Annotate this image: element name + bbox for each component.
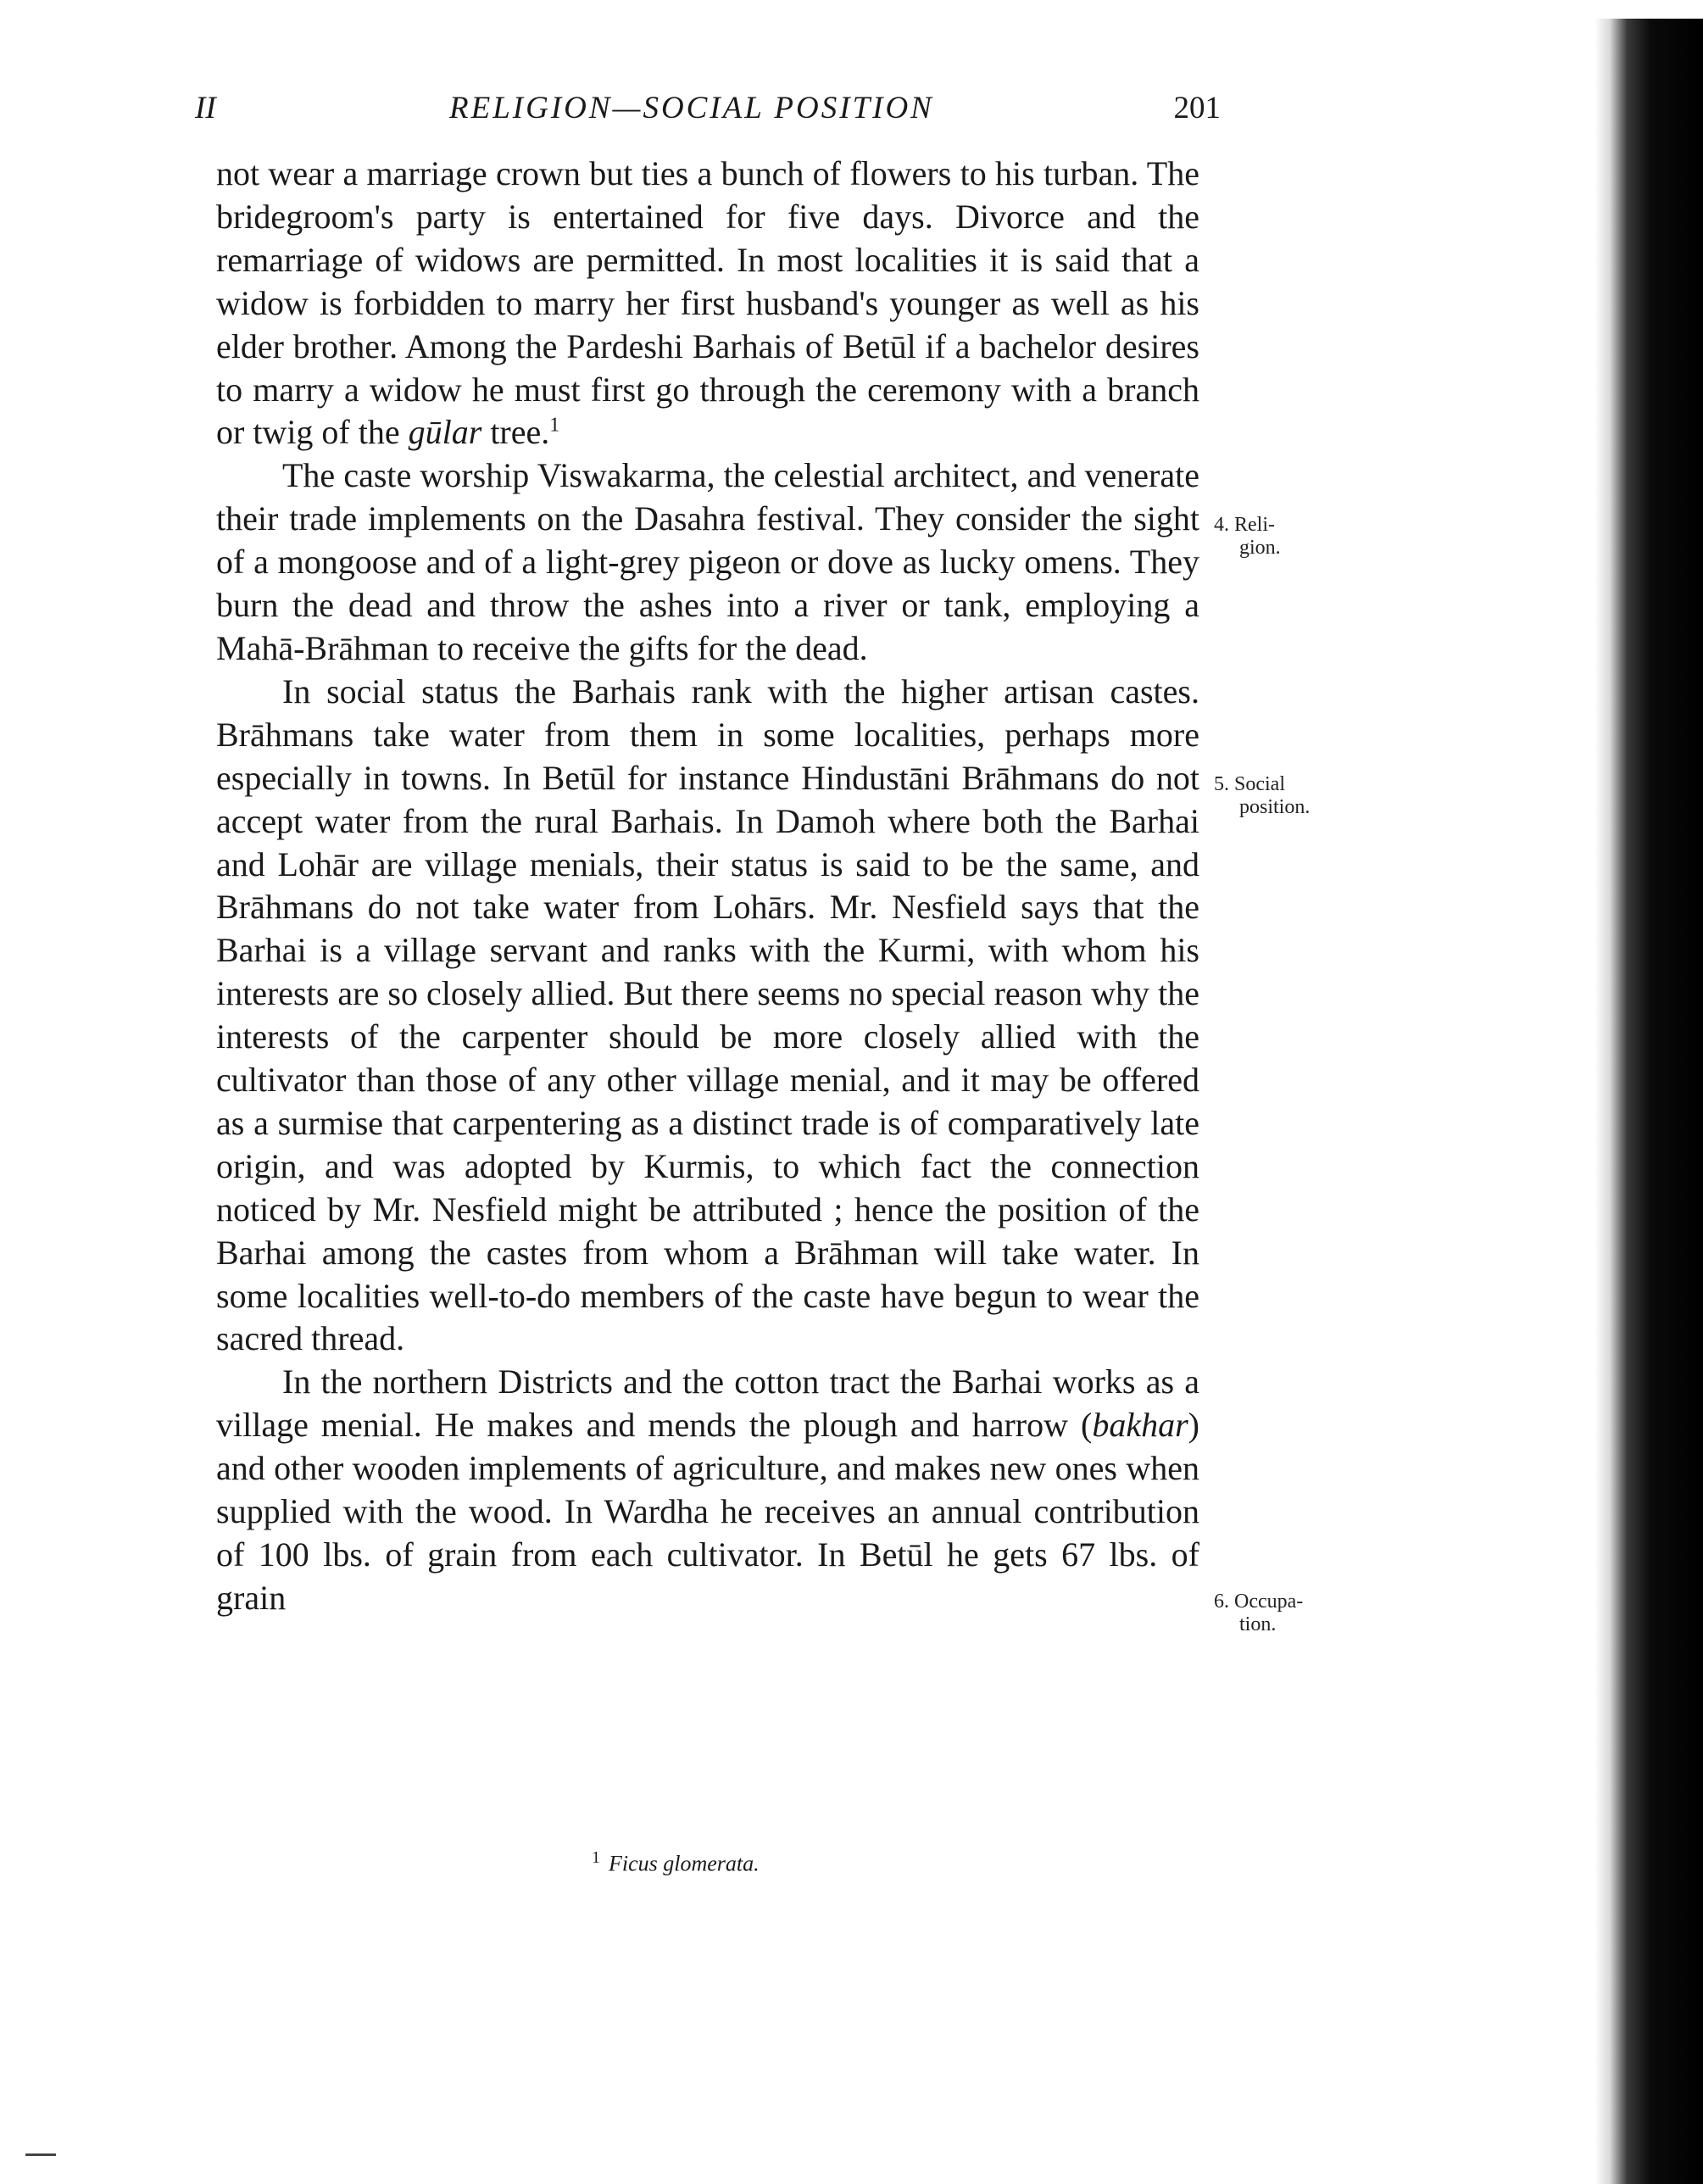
margin-note-religion: [1214, 514, 1358, 560]
running-header: [195, 83, 1221, 134]
scan-corner-mark: [25, 2153, 56, 2156]
margin-note-occupation: [1214, 1591, 1358, 1636]
footnote-mark: 1: [592, 1848, 600, 1867]
paragraph-religion: The caste worship Viswakarma, the celestial architect, and venerate their trade implements on the Dasahra festival. They consider the sight of a mongoose and of a light-grey pigeon or dove as lucky omens. They burn the dead and throw the ashes into a river or tank, employing a Mahā-Brāhman to receive the gifts for the dead.: [216, 456, 1199, 667]
term-bakhar: bakhar: [1092, 1406, 1188, 1445]
margin-note-religion-line1: 4. Reli-: [1214, 514, 1275, 536]
footnote-reference: 1: [549, 415, 560, 437]
page-edge-shadow: [1594, 19, 1703, 2184]
margin-note-social-line2: position.: [1239, 796, 1311, 818]
paragraph-social-position: In social status the Barhais rank with the higher artisan castes. Brāhmans take water from them in some localities, perhaps more especially in towns. In Betūl for instance Hindustāni Brāhmans do not accept water from the rural Barhais. In Damoh where both the Barhai and Lohār are village menials, their status is said to be the same, and Brāhmans do not take water from Lohārs. Mr. Nesfield says that the Barhai is a village servant and ranks with the Kurmi, with whom his interests are so closely allied. But there seems no special reason why the interests of the carpenter should be more closely allied with the cultivator than those of any other village menial, and it may be offered as a surmise that carpentering as a distinct trade is of comparatively late origin, and was adopted by Kurmis, to which fact the connection noticed by Mr. Nesfield might be attributed ; hence the position of the Barhai among the castes from whom a Brāhman will take water. In some localities well-to-do members of the caste have begun to wear the sacred thread.: [216, 671, 1199, 1358]
footnote-text: Ficus glomerata.: [609, 1851, 760, 1876]
paragraph-occupation-end: ) and other wooden implements of agriculture, and makes new ones when supplied with the wood. In Wardha he receives an annual contribution of 100 lbs. of grain from each cultivator. In Betūl he gets 67 lbs. of grain: [216, 1406, 1199, 1617]
paragraph-marriage: [216, 153, 1199, 454]
main-text: [216, 153, 1199, 1620]
paragraph-marriage-end: tree.: [481, 413, 550, 452]
margin-note-religion-line2: gion.: [1239, 537, 1281, 559]
paragraph-occupation: [216, 1361, 1199, 1619]
volume-number: II: [195, 91, 216, 125]
margin-note-occupation-line1: 6. Occupa-: [1214, 1591, 1304, 1613]
margin-note-social-line1: 5. Social: [1214, 773, 1285, 795]
page-number: 201: [1173, 91, 1221, 125]
footnote: [592, 1848, 1016, 1877]
margin-note-social: [1214, 773, 1358, 819]
running-title: RELIGION—SOCIAL POSITION: [449, 91, 934, 125]
margin-note-occupation-line2: tion.: [1239, 1613, 1277, 1635]
term-gular: gūlar: [408, 413, 482, 452]
paragraph-marriage-text: not wear a marriage crown but ties a bunch of flowers to his turban. The bridegroom's party is entertained for five days. Divorce and the remarriage of widows are permitted. In most localities it is said that a widow is forbidden to marry her first husband's younger as well as his elder brother. Among the Pardeshi Barhais of Betūl if a bachelor desires to marry a widow he must first go through the ceremony with a branch or twig of the: [216, 154, 1199, 452]
paragraph-occupation-text: In the northern Districts and the cotton tract the Barhai works as a village menial. He makes and mends the plough and harrow (: [216, 1362, 1199, 1445]
